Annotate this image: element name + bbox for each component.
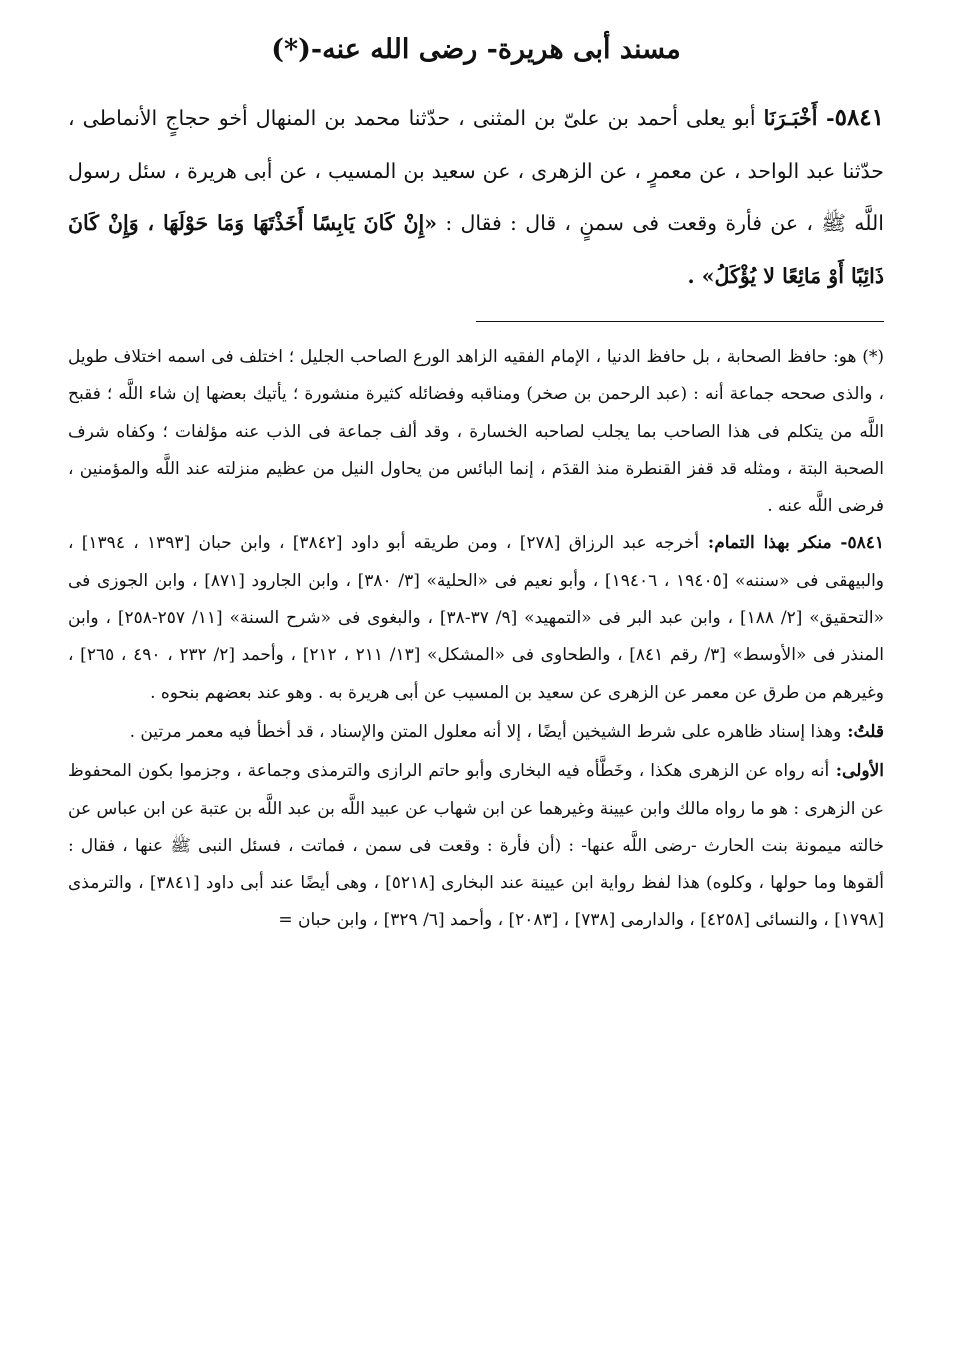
note-biography-label: (*) هو: — [827, 347, 884, 367]
hadith-lead-word: أَخْبَـرَنَا — [763, 106, 818, 130]
hadith-5841 — [68, 92, 884, 302]
hadith-matn: «إِنْ كَانَ يَابِسًا أَخَذْتَهَا وَمَا حَوْلَهَا ، وَإِنْ كَانَ ذَائِبًا أَوْ مَائِعًا لا يُؤْكَلُ» . — [68, 211, 884, 288]
note-first-error — [68, 753, 884, 939]
note-first-text: أنه رواه عن الزهرى هكذا ، وخَطَّأه فيه البخارى وأبو حاتم الرازى والترمذى وجماعة ، وجزموا بكون المحفوظ عن الزهرى : هو ما رواه مالك وابن عيينة وغيرهما عن ابن شهاب عن عبيد اللَّه بن عبد اللَّه بن عتبة عن ابن عباس عن خالته ميمونة بنت الحارث -رضى اللَّه عنها- : (أن فأرة : وقعت فى سمن ، فماتت ، فسئل النبى ﷺ عنها ، فقال : ألقوها وما حولها ، وكلوه) هذا لفظ رواية ابن عيينة عند البخارى [٥٢١٨] ، وهى أيضًا عند أبى داود [٣٨٤١] ، والترمذى [١٧٩٨] ، والنسائى [٤٢٥٨] ، والدارمى [٧٣٨] ، [٢٠٨٣] ، وأحمد [٦/ ٣٢٩] ، وابن حبان = — [68, 761, 884, 931]
hadith-number: ٥٨٤١ — [834, 104, 885, 131]
note-biography-text: حافظ الصحابة ، بل حافظ الدنيا ، الإمام الفقيه الزاهد الورع الصاحب الجليل ؛ اختلف فى اسمه اختلاف طويل ، والذى صححه جماعة أنه : (عبد الرحمن بن صخر) ومناقبه وفضائله كثيرة منشورة ؛ يأتيك بعضها إن شاء اللَّه ؛ فقبح اللَّه من يتكلم فى هذا الصاحب بما يجلب لصاحبه الخسارة ، وقد ألف جماعة فى الذب عنه مؤلفات ؛ وكفاه شرف الصحبة البتة ، ومثله قد قفز القنطرة منذ القدَم ، إنما البائس من يحاول النيل من عظيم منزلته عند اللَّه والمؤمنين ، فرضى اللَّه عنه . — [68, 347, 884, 517]
footnotes — [68, 339, 884, 940]
note-first-label: الأولى: — [829, 761, 885, 782]
book-page — [68, 0, 884, 1345]
hadith-isnad: أبو يعلى أحمد بن علىّ بن المثنى ، حدّثنا محمد بن المنهال أخو حجاجٍ الأنماطى ، حدّثنا عبد الواحد ، عن معمرٍ ، عن الزهرى ، عن سعيد بن المسيب ، عن أبى هريرة ، سئل رسول اللَّه ﷺ ، عن فأرة وقعت فى سمنٍ ، قال : فقال : — [68, 106, 884, 235]
note-biography — [68, 339, 884, 525]
note-qultu-text: وهذا إسناد ظاهره على شرط الشيخين أيضًا ، إلا أنه معلول المتن والإسناد ، قد أخطأ فيه معمر مرتين . — [129, 721, 842, 742]
note-takhrij-label: ٥٨٤١- منكر بهذا التمام: — [699, 533, 884, 554]
note-qultu — [68, 714, 884, 751]
hadith-dash: - — [817, 106, 835, 130]
footnote-separator — [476, 321, 884, 322]
note-takhrij — [68, 525, 884, 711]
page-header-title: مسند أبى هريرة- رضى الله عنه-(*) — [271, 34, 681, 65]
note-takhrij-text: أخرجه عبد الرزاق [٢٧٨] ، ومن طريقه أبو داود [٣٨٤٢] ، وابن حبان [١٣٩٣ ، ١٣٩٤] ، والبيهقى فى «سننه» [١٩٤٠٥ ، ١٩٤٠٦] ، وأبو نعيم فى «الحلية» [٣/ ٣٨٠] ، وابن الجارود [٨٧١] ، وابن الجوزى فى «التحقيق» [٢/ ١٨٨] ، وابن عبد البر فى «التمهيد» [٩/ ٣٧-٣٨] ، والبغوى فى «شرح السنة» [١١/ ٢٥٧-٢٥٨] ، وابن المنذر فى «الأوسط» [٣/ رقم ٨٤١] ، والطحاوى فى «المشكل» [١٣/ ٢١١ ، ٢١٢] ، وأحمد [٢/ ٢٣٢ ، ٤٩٠ ، ٢٦٥] ، وغيرهم من طرق عن معمر عن الزهرى عن سعيد بن المسيب عن أبى هريرة به . وهو عند بعضهم بنحوه . — [68, 533, 885, 703]
note-qultu-label: قلتُ: — [841, 721, 884, 742]
